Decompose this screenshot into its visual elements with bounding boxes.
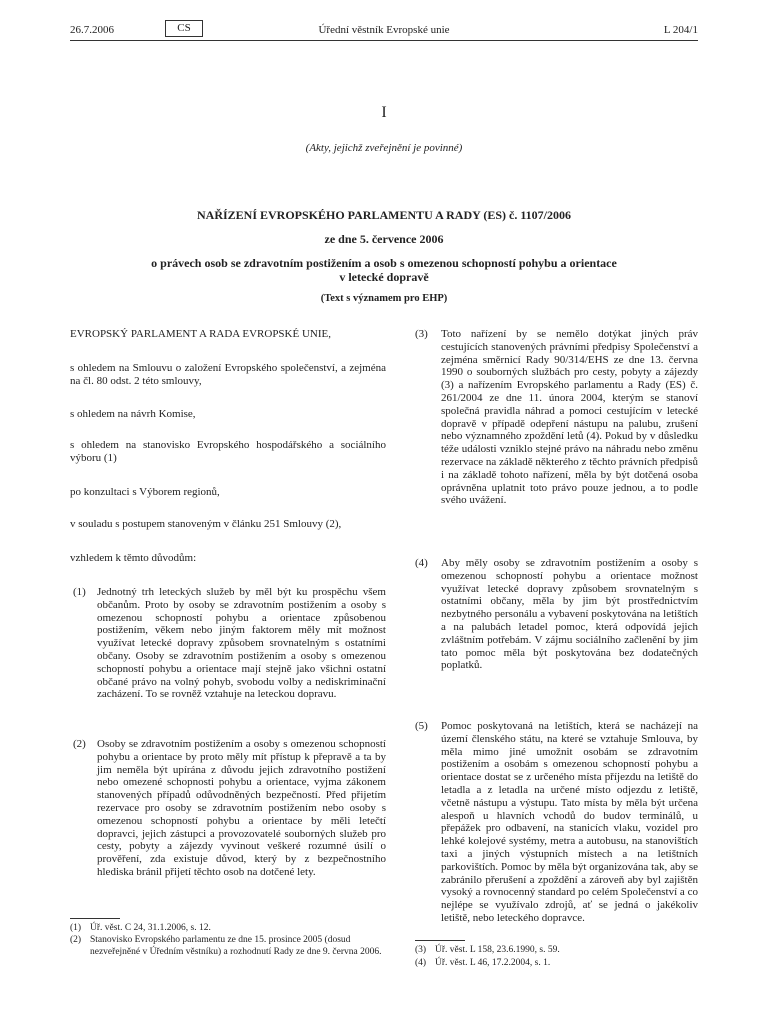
- footnote-rule: [415, 940, 465, 941]
- citation-treaty: s ohledem na Smlouvu o založení Evropského společenství, a zejména na čl. 80 odst. 2 této smlouvy,: [70, 362, 386, 388]
- footnote-number: (4): [415, 958, 427, 968]
- regulation-date: ze dne 5. července 2006: [324, 232, 444, 246]
- citation-regions: po konzultaci s Výborem regionů,: [70, 486, 220, 498]
- language-code-box: CS: [165, 20, 203, 37]
- footnote-text: Úř. věst. C 24, 31.1.2006, s. 12.: [90, 923, 211, 933]
- recital-number: (2): [73, 738, 86, 750]
- citation-commission: s ohledem na návrh Komise,: [70, 408, 196, 420]
- recital-2: [73, 738, 386, 908]
- recital-number: (1): [73, 586, 86, 598]
- recital-1: [73, 586, 386, 716]
- preamble-authority: EVROPSKÝ PARLAMENT A RADA EVROPSKÉ UNIE,: [70, 328, 331, 340]
- recital-4: [415, 557, 698, 677]
- recital-text: Toto nařízení by se nemělo dotýkat jiných práv cestujících stanovených právními předpisy Společenství a zejména směrnicí Rady 90/314/EHS ze dne 13. června 1990 o souborných službách pro cesty, pobyty a zájezdy (3) a nařízením Evropského parlamentu a Rady (ES) č. 261/2004 ze dne 11. února 2004, kterým se stanoví společná pravidla náhrad a pomoci cestujícím v letecké dopravě v případě odepření nástupu na palubu, zrušení nebo významného zpoždění letů (4). Pokud by v důsledku téže události vzniklo stejné právo na náhradu nebo změnu rezervace na základě některého z těchto právních předpisů i na základě tohoto nařízení, měla by být dotčená osoba oprávněna uplatnit toto právo pouze jednou, a to podle svého uvážení.: [441, 328, 698, 507]
- recital-number: (3): [415, 328, 428, 340]
- recital-text: Pomoc poskytovaná na letištích, která se nacházejí na území členského státu, na které se vztahuje Smlouva, by měla mimo jiné umožnit osobám se zdravotním postižením a osobám s omezenou schopností pohybu a orientace dostat se z určeného místa příjezdu na letiště do letadla a z letadla na určené místo odjezdu z letiště, včetně nástupu a výstupu. Tato místa by měla být určena alespoň u hlavních vchodů do budov terminálů, u přepážek pro odbavení, na stanicích vlaku, vozidel pro lehké kolejové systémy, metra a autobusu, na stanovištích taxi a jiných výstupních místech a na letištních parkovištích. Pomoc by měla být organizována tak, aby se zabránilo přerušení a zpoždění a zároveň aby byl zajištěn vysoký a rovnocenný standard po celém Společenství a co nejlépe se využívalo zdrojů, ať se jedná o jakékoliv letiště, nebo leteckého dopravce.: [441, 720, 698, 924]
- recital-text: Osoby se zdravotním postižením a osoby s omezenou schopností pohybu a orientace by proto měly mít přístup k přepravě a ta by jim neměla být upírána z důvodu jejich zdravotního postižení nebo omezené schopnosti pohybu a orientace, vyjma zákonem stanovených případů odůvodněných bezpečností. Před přijetím rezervace pro osoby se zdravotním postižením nebo osoby s omezenou schopností pohybu a orientace by měli letečtí dopravci, jejich zástupci a provozovatelé souborných služeb pro cesty, pobyty a zájezdy vyvinout veškeré rozumné úsilí o prověření, zda existuje důvod, který by z bezpečnostního hlediska bránil přijetí těchto osob na dotčené lety.: [97, 738, 386, 878]
- eea-relevance-note: (Text s významem pro EHP): [320, 293, 448, 304]
- citation-procedure: v souladu s postupem stanoveným v článku 251 Smlouvy (2),: [70, 518, 342, 530]
- regulation-title: NAŘÍZENÍ EVROPSKÉHO PARLAMENTU A RADY (ES) č. 1107/2006: [196, 208, 572, 222]
- recital-number: (5): [415, 720, 428, 732]
- header-rule: [70, 40, 698, 41]
- footnote-text: Úř. věst. L 46, 17.2.2004, s. 1.: [435, 958, 551, 968]
- acts-note: (Akty, jejichž zveřejnění je povinné): [305, 142, 463, 154]
- recital-text: Jednotný trh leteckých služeb by měl být ku prospěchu všem občanům. Proto by osoby se zdravotním postižením a osoby s omezenou schopností pohybu a orientace způsobenou postižením, věkem nebo jiným faktorem měly mít možnost využívat letecké dopravy způsobem srovnatelným s ostatními občany. Osoby se zdravotním postižením a osoby s omezenou schopností pohybu a orientace mají stejně jako všichni ostatní občané právo na volný pohyb, svobodu volby a nediskriminační zacházení. To se rovněž vztahuje na leteckou dopravu.: [97, 586, 386, 701]
- page-reference: L 204/1: [663, 24, 698, 36]
- journal-title: Úřední věstník Evropské unie: [318, 24, 450, 36]
- footnote-text: Stanovisko Evropského parlamentu ze dne 15. prosince 2005 (dosud nezveřejněné v Úředním věstníku) a rozhodnutí Rady ze dne 9. června 2006.: [90, 935, 382, 957]
- regulation-subject-line2: v letecké dopravě: [339, 270, 429, 284]
- recital-3: [415, 328, 698, 518]
- header-date: 26.7.2006: [70, 24, 114, 36]
- regulation-subject-line1: o právech osob se zdravotním postižením a osob s omezenou schopností pohybu a orientace: [151, 256, 617, 270]
- footnote-number: (2): [70, 935, 82, 945]
- citation-esc-opinion: s ohledem na stanovisko Evropského hospodářského a sociálního výboru (1): [70, 439, 386, 465]
- footnote-number: (1): [70, 923, 82, 933]
- footnote-rule: [70, 918, 120, 919]
- section-roman-numeral: I: [381, 104, 387, 121]
- recital-text: Aby měly osoby se zdravotním postižením a osoby s omezenou schopností pohybu a orientace možnost využívat letecké dopravy způsobem srovnatelným s ostatními občany, měla by jim být prostřednictvím nezbytného personálu a vybavení poskytována na letištích a na palubách letadel pomoc, která odpovídá jejich zvláštním potřebám. V zájmu sociálního začlenění by jim tato pomoc měla být poskytována bez dodatečných poplatků.: [441, 557, 698, 672]
- recital-5: [415, 720, 698, 930]
- recitals-intro: vzhledem k těmto důvodům:: [70, 552, 197, 564]
- recital-number: (4): [415, 557, 428, 569]
- footnote-text: Úř. věst. L 158, 23.6.1990, s. 59.: [435, 945, 560, 955]
- footnote-number: (3): [415, 945, 427, 955]
